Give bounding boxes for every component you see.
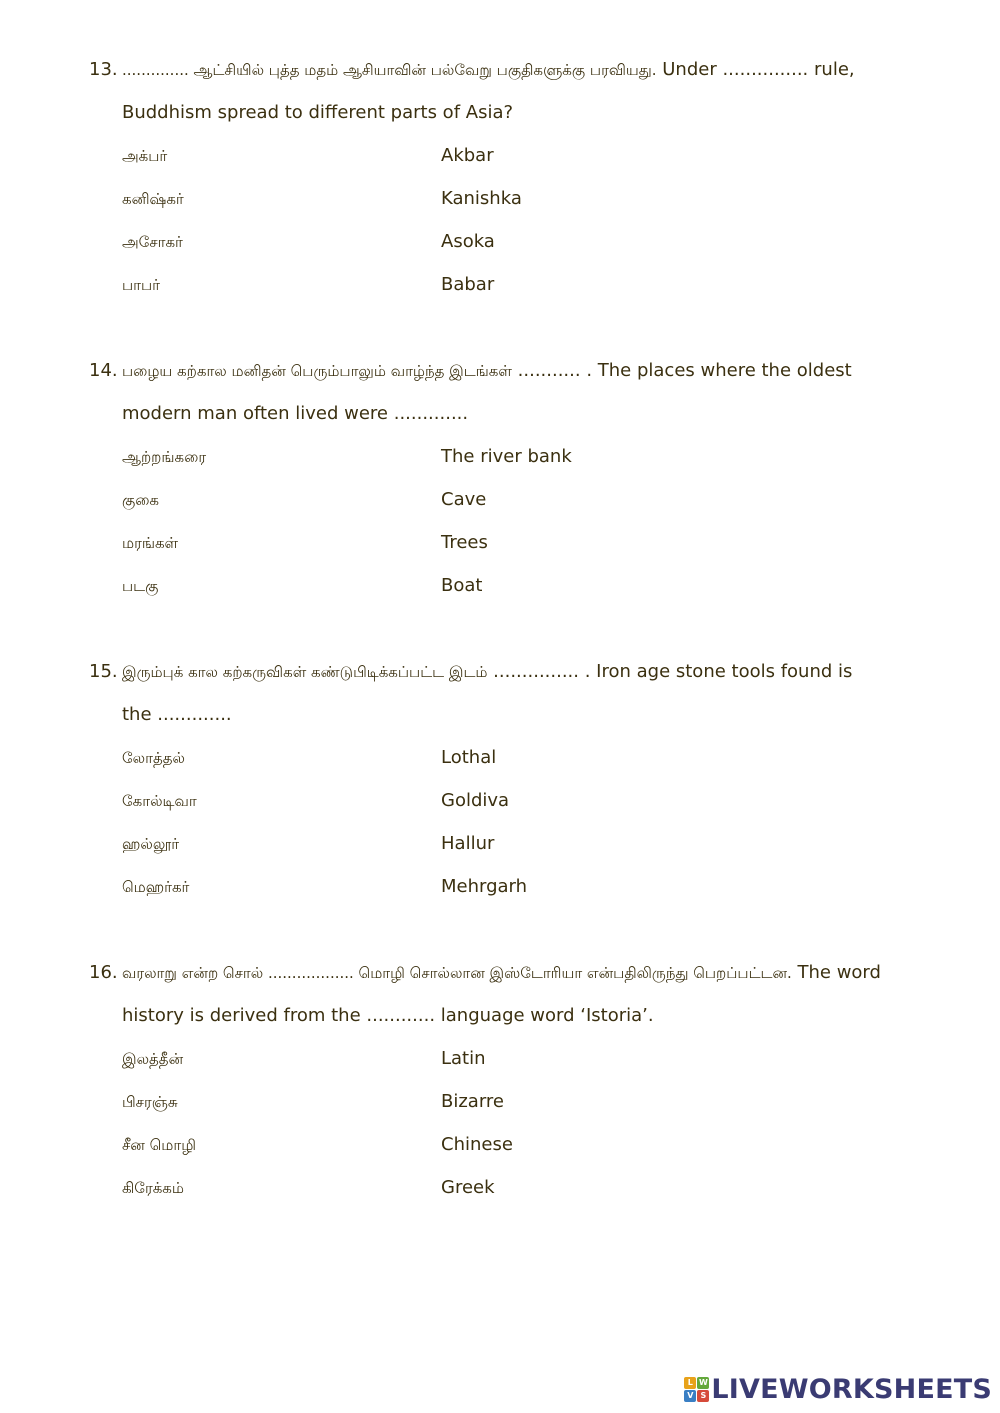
question-number: 16. (89, 962, 118, 983)
liveworksheets-logo-icon (684, 1377, 709, 1402)
liveworksheets-logo[interactable] (684, 1374, 992, 1405)
question-number: 15. (89, 661, 118, 682)
option-2[interactable]: கனிஷ்கர் Kanishka (122, 188, 522, 209)
question-text-continued: history is derived from the ............ language word ‘Istoria’. (122, 1005, 654, 1026)
option-3[interactable]: மரங்கள் Trees (122, 532, 488, 553)
option-3[interactable]: ஹல்லூர் Hallur (122, 833, 495, 854)
options-list (0, 439, 1000, 611)
question-14 (0, 353, 1000, 611)
logo-tile-l: L (684, 1377, 696, 1389)
option-1[interactable]: ஆற்றங்கரை The river bank (122, 446, 572, 467)
question-text: இரும்புக் கால கற்கருவிகள் கண்டுபிடிக்கப்பட்ட இடம் ............... . Iron age stone tools found is (122, 661, 853, 682)
question-text: பழைய கற்கால மனிதன் பெரும்பாலும் வாழ்ந்த இடங்கள் ........... . The places where the oldest (122, 360, 852, 381)
question-text-continued: the ............. (122, 704, 232, 725)
question-number: 13. (89, 59, 118, 80)
question-15 (0, 654, 1000, 912)
question-text-continued: Buddhism spread to different parts of Asia? (122, 102, 514, 123)
option-3[interactable]: சீன மொழி Chinese (122, 1134, 513, 1155)
options-list (0, 740, 1000, 912)
option-2[interactable]: குகை Cave (122, 489, 487, 510)
question-13 (0, 52, 1000, 310)
option-4[interactable]: பாபர் Babar (122, 274, 495, 295)
question-text: வரலாறு என்ற சொல் .................. மொழி சொல்லான இஸ்டோரியா என்பதிலிருந்து பெறப்பட்டன. The word (122, 962, 881, 983)
logo-tile-w: W (698, 1378, 708, 1387)
option-1[interactable]: இலத்தீன் Latin (122, 1048, 486, 1069)
question-16 (0, 955, 1000, 1213)
logo-tile-s: S (697, 1390, 709, 1402)
option-3[interactable]: அசோகர் Asoka (122, 231, 495, 252)
option-4[interactable]: படகு Boat (122, 575, 483, 596)
option-1[interactable]: அக்பர் Akbar (122, 145, 494, 166)
logo-text: LIVEWORKSHEETS (711, 1374, 992, 1405)
options-list (0, 1041, 1000, 1213)
option-1[interactable]: லோத்தல் Lothal (122, 747, 497, 768)
question-text: .............. ஆட்சியில் புத்த மதம் ஆசியாவின் பல்வேறு பகுதிகளுக்கு பரவியது. Under ............... rule, (122, 59, 855, 80)
option-4[interactable]: மெஹர்கர் Mehrgarh (122, 876, 528, 897)
question-number: 14. (89, 360, 118, 381)
options-list (0, 138, 1000, 310)
option-4[interactable]: கிரேக்கம் Greek (122, 1177, 495, 1198)
option-2[interactable]: கோல்டிவா Goldiva (122, 790, 510, 811)
question-text-continued: modern man often lived were ............. (122, 403, 469, 424)
option-2[interactable]: பிசரஞ்சு Bizarre (122, 1091, 504, 1112)
logo-tile-v: V (684, 1390, 696, 1402)
